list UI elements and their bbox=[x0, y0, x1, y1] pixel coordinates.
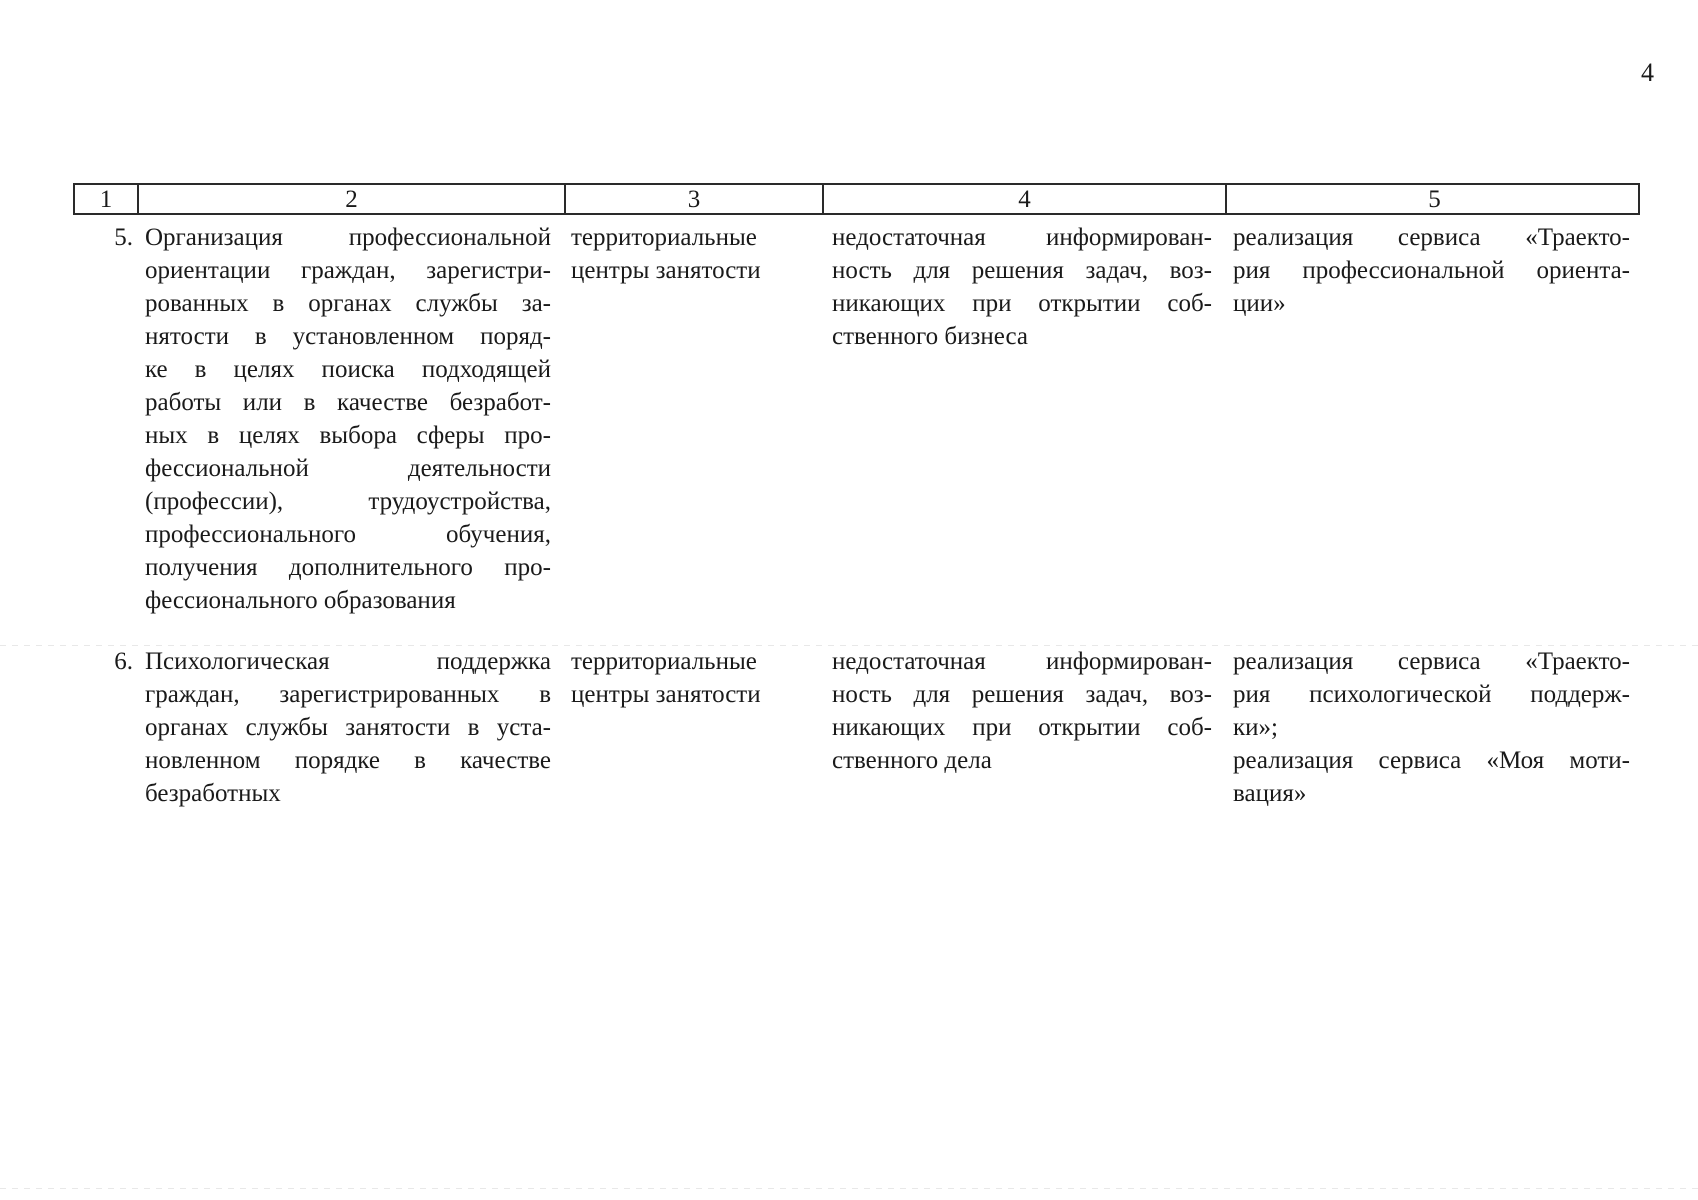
text-line: Организация профессиональной bbox=[145, 224, 551, 251]
executor-cell bbox=[571, 645, 811, 711]
text-line: недостаточная информирован- bbox=[832, 224, 1212, 251]
text-line: безработных bbox=[145, 780, 281, 807]
text-line: центры занятости bbox=[571, 257, 761, 284]
text-line: Психологическая поддержка bbox=[145, 648, 551, 675]
scan-artifact-line bbox=[0, 1188, 1698, 1189]
text-line: ки»; bbox=[1233, 714, 1278, 741]
text-line: рия психологической поддерж- bbox=[1233, 681, 1630, 708]
text-line: никающих при открытии соб- bbox=[832, 290, 1212, 317]
text-line: ность для решения задач, воз- bbox=[832, 257, 1212, 284]
text-line: реализация сервиса «Траекто- bbox=[1233, 648, 1630, 675]
text-line: рия профессиональной ориента- bbox=[1233, 257, 1630, 284]
text-line: получения дополнительного про- bbox=[145, 554, 551, 581]
text-line: фессионального образования bbox=[145, 587, 456, 614]
text-line: ке в целях поиска подходящей bbox=[145, 356, 551, 383]
text-line: органах службы занятости в уста- bbox=[145, 714, 551, 741]
text-line: ственного бизнеса bbox=[832, 323, 1028, 350]
problem-cell bbox=[832, 645, 1212, 777]
text-line: граждан, зарегистрированных в bbox=[145, 681, 551, 708]
solution-cell bbox=[1233, 221, 1630, 320]
header-cell-3: 3 bbox=[564, 185, 822, 213]
measure-description-cell bbox=[145, 221, 551, 617]
row-number: 5. bbox=[114, 224, 133, 251]
text-line: работы или в качестве безработ- bbox=[145, 389, 551, 416]
text-line: территориальные bbox=[571, 224, 757, 251]
text-line: ориентации граждан, зарегистри- bbox=[145, 257, 551, 284]
text-line: ственного дела bbox=[832, 747, 992, 774]
header-cell-4: 4 bbox=[822, 185, 1225, 213]
text-line: ность для решения задач, воз- bbox=[832, 681, 1212, 708]
text-line: центры занятости bbox=[571, 681, 761, 708]
text-line: никающих при открытии соб- bbox=[832, 714, 1212, 741]
text-line: вация» bbox=[1233, 780, 1307, 807]
text-line: (профессии), трудоустройства, bbox=[145, 488, 551, 515]
page-number: 4 bbox=[1641, 58, 1654, 87]
text-line: недостаточная информирован- bbox=[832, 648, 1212, 675]
header-cell-2: 2 bbox=[137, 185, 564, 213]
text-line: ных в целях выбора сферы про- bbox=[145, 422, 551, 449]
text-line: рованных в органах службы за- bbox=[145, 290, 551, 317]
problem-cell bbox=[832, 221, 1212, 353]
header-cell-1: 1 bbox=[99, 186, 113, 213]
text-line: новленном порядке в качестве bbox=[145, 747, 551, 774]
solution-cell bbox=[1233, 645, 1630, 810]
header-cell-5: 5 bbox=[1225, 185, 1642, 213]
text-line: реализация сервиса «Траекто- bbox=[1233, 224, 1630, 251]
row-number: 6. bbox=[114, 648, 133, 675]
measure-description-cell bbox=[145, 645, 551, 810]
text-line: реализация сервиса «Моя моти- bbox=[1233, 747, 1630, 774]
text-line: территориальные bbox=[571, 648, 757, 675]
table-header-row bbox=[73, 183, 1640, 215]
text-line: нятости в установленном поряд- bbox=[145, 323, 551, 350]
executor-cell bbox=[571, 221, 811, 287]
text-line: профессионального обучения, bbox=[145, 521, 551, 548]
text-line: ции» bbox=[1233, 290, 1286, 317]
text-line: фессиональной деятельности bbox=[145, 455, 551, 482]
